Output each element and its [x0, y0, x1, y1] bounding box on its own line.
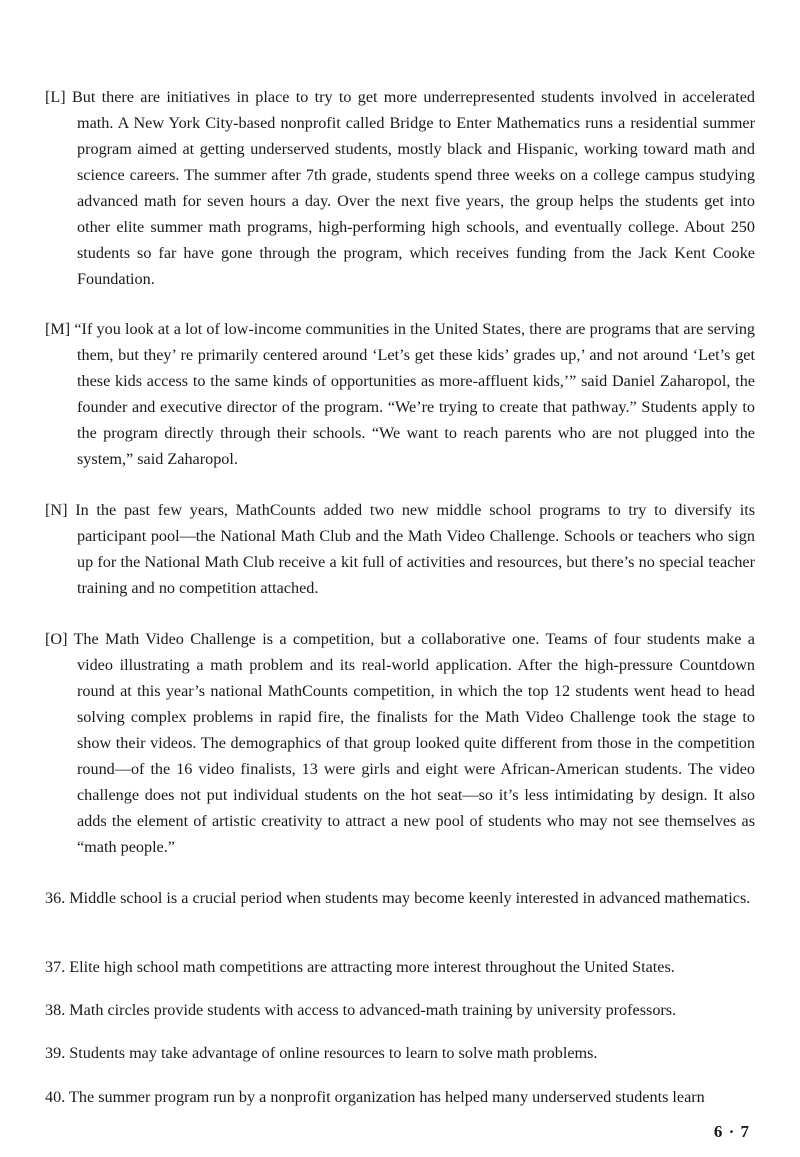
- question-text: Elite high school math competitions are attracting more interest throughout the United States.: [69, 958, 675, 976]
- paragraph-label: [O]: [45, 630, 68, 648]
- paragraph-label: [M]: [45, 320, 71, 338]
- paragraph-l: [45, 84, 755, 292]
- paragraph-label: [N]: [45, 501, 68, 519]
- question-number: 36.: [45, 889, 66, 907]
- question-number: 37.: [45, 958, 66, 976]
- paragraph-text: In the past few years, MathCounts added two new middle school programs to try to diversify its participant pool—the National Math Club and the Math Video Challenge. Schools or teachers who sign up for the National Math Club receive a kit full of activities and resources, but there’s no special teacher training and no competition attached.: [75, 501, 756, 597]
- paragraph-m: [45, 316, 755, 472]
- paragraph-text: The Math Video Challenge is a competition, but a collaborative one. Teams of four students make a video illustrating a math problem and its real-world application. After the high-pressure Countdown round at this year’s national MathCounts competition, in which the top 12 students went head to head solving complex problems in rapid fire, the finalists for the Math Video Challenge took the stage to show their videos. The demographics of that group looked quite different from those in the competition round—of the 16 video finalists, 13 were girls and eight were African-American students. The video challenge does not put individual students on the hot seat—so it’s less intimidating by design. It also adds the element of artistic creativity to attract a new pool of students who may not see themselves as “math people.”: [73, 630, 755, 856]
- question-40: [45, 1084, 755, 1110]
- question-text: Students may take advantage of online resources to learn to solve math problems.: [69, 1044, 598, 1062]
- paragraph-text: “If you look at a lot of low-income communities in the United States, there are programs that are serving them, but they’ re primarily centered around ‘Let’s get these kids’ grades up,’ and not around ‘Let’s get these kids access to the same kinds of opportunities as more-affluent kids,’” said Daniel Zaharopol, the founder and executive director of the program. “We’re trying to create that pathway.” Students apply to the program directly through their schools. “We want to reach parents who are not plugged into the system,” said Zaharopol.: [74, 320, 756, 468]
- paragraph-label: [L]: [45, 88, 66, 106]
- question-39: [45, 1040, 755, 1066]
- page-number: 6 · 7: [713, 1122, 750, 1141]
- paragraph-o: [45, 626, 755, 860]
- question-text: Middle school is a crucial period when students may become keenly interested in advanced mathematics.: [69, 889, 751, 907]
- question-text: Math circles provide students with access to advanced-math training by university professors.: [69, 1001, 677, 1019]
- question-37: [45, 954, 755, 980]
- question-number: 38.: [45, 1001, 66, 1019]
- paragraph-n: [45, 497, 755, 601]
- question-38: [45, 997, 755, 1023]
- question-number: 39.: [45, 1044, 66, 1062]
- question-number: 40.: [45, 1088, 66, 1106]
- question-36: [45, 885, 755, 911]
- paragraph-text: But there are initiatives in place to try to get more underrepresented students involved in accelerated math. A New York City-based nonprofit called Bridge to Enter Mathematics runs a residential summer program aimed at getting underserved students, mostly black and Hispanic, working toward math and science careers. The summer after 7th grade, students spend three weeks on a college campus studying advanced math for seven hours a day. Over the next five years, the group helps the students get into other elite summer math programs, high-performing high schools, and eventually college. About 250 students so far have gone through the program, which receives funding from the Jack Kent Cooke Foundation.: [71, 88, 756, 288]
- question-text: The summer program run by a nonprofit organization has helped many underserved students learn: [69, 1088, 705, 1106]
